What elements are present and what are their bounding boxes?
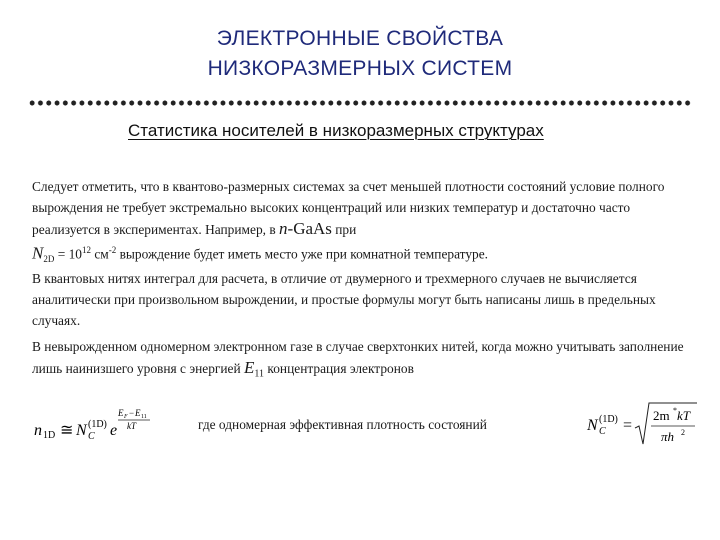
g-N-sub: C [599,426,606,437]
p1-text-c: = 10 [54,246,82,262]
g-N-sup: (1D) [599,414,618,425]
f-exp-EF: E [118,408,124,418]
p3-text-a: В невырожденном одномерном электронном газе в случае сверхтонких нитей, когда можно учитывать заполнение лишь наинизшего уровня с энергией [32,339,684,376]
p1-n: n [279,219,288,238]
g-num: 2m [653,408,670,423]
p1-text-b: при [331,222,357,237]
slide-title [0,24,720,84]
paragraph-1 [32,176,692,270]
p3-text-b: концентрация электронов [264,361,414,376]
where-text: где одномерная эффективная плотность состояний [198,417,487,432]
paragraph-3 [32,336,692,385]
paragraph-2: В квантовых нитях интеграл для расчета, в отличие от двумерного и трехмерного случаев не вычисляется аналитически при произвольном вырождении, и простые формулы могут быть написаны лишь в предельных случаях. [32,271,656,328]
g-eq: = [623,417,633,434]
f-N: N [76,422,87,439]
g-den: πh [661,429,675,444]
f-exp-kT: kT [127,421,136,431]
f-exp-minus: − [129,408,135,418]
g-N: N [587,417,598,434]
p3-E-sub: 11 [254,368,265,380]
f-exp-E: E [135,408,141,418]
p1-material: -GaAs [287,219,332,238]
p1-N: N [32,243,44,263]
density-of-states-formula [585,400,700,450]
p1-text-d: см [90,246,109,262]
f-e: e [110,422,118,439]
p1-text-a: Следует отметить, что в квантово-размерных системах за счет меньшей плотности состояний условие полного вырождения не требует экстремально высоких концентраций или низких температур и достаточно часто реализуется в экспериментах. Например, в [32,179,665,237]
title-line-2: НИЗКОРАЗМЕРНЫХ СИСТЕМ [207,57,513,80]
f-exp-11: 11 [141,414,147,420]
f-approx: ≅ [60,420,74,439]
f-N-sup: (1D) [88,419,107,430]
p1-text-e: вырождение будет иметь место уже при комнатной температуре. [116,246,489,262]
title-line-1: ЭЛЕКТРОННЫЕ СВОЙСТВА [216,27,504,50]
f-exp-F: F [124,414,128,420]
p1-exp2: -2 [108,245,117,255]
g-den-sup: 2 [681,428,685,437]
g-num-star: * [673,406,677,415]
f-N-sub: C [88,431,95,442]
f-n: n [34,422,42,439]
dotted-divider [28,97,692,109]
f-n-sub: 1D [43,430,56,441]
p1-exp: 12 [81,245,91,255]
p3-E: E [244,358,255,377]
concentration-formula [32,405,182,445]
g-num-kT: kT [677,408,690,423]
slide-subtitle: Статистика носителей в низкоразмерных структурах [128,121,544,140]
p1-N-sub: 2D [43,254,55,265]
